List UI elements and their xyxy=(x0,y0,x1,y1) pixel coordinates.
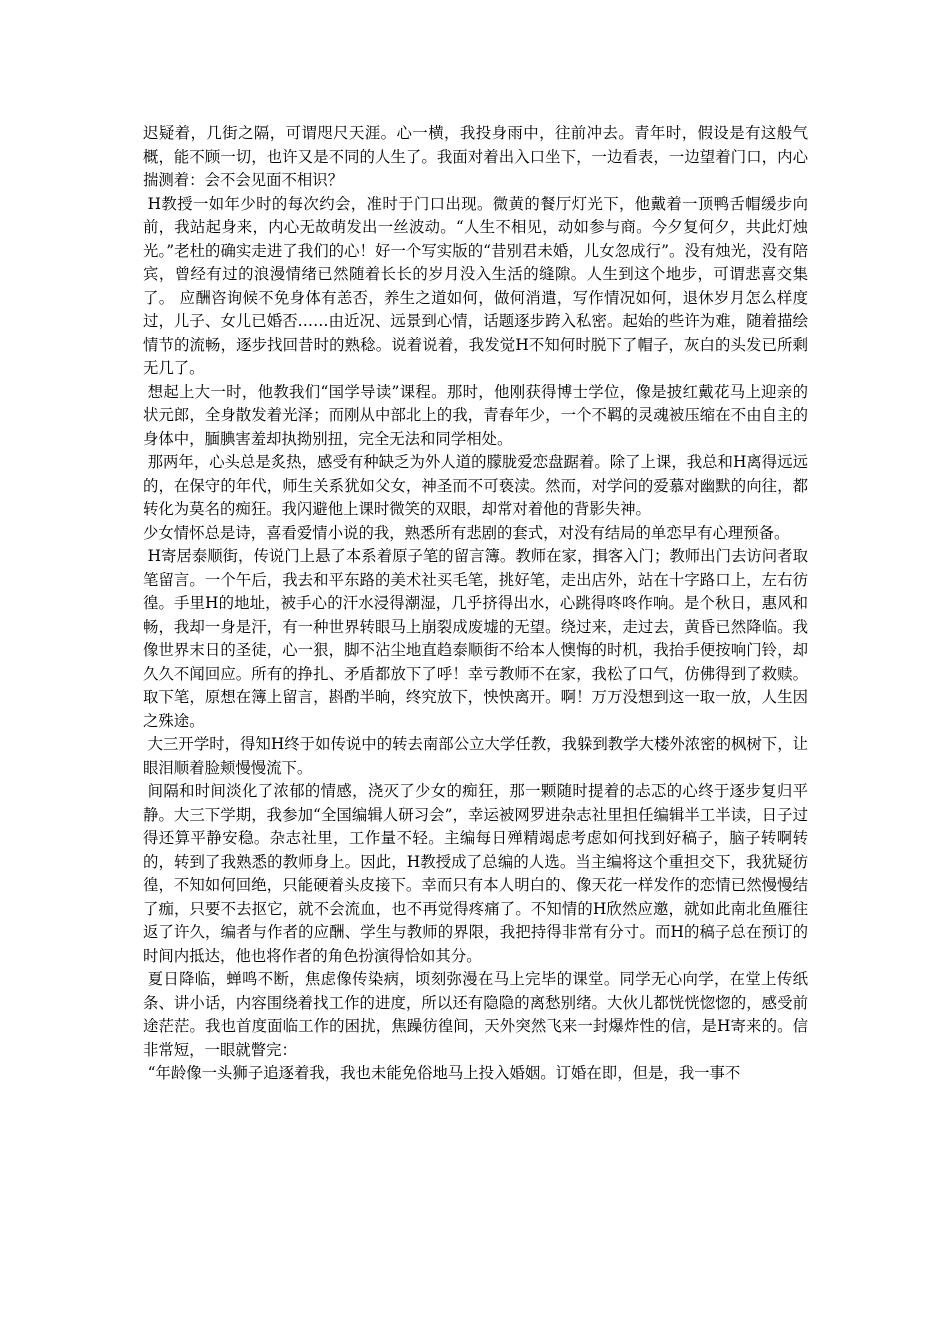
paragraph-9: 夏日降临，蝉鸣不断，焦虑像传染病，顷刻弥漫在马上完毕的课堂。同学无心向学，在堂上传纸条、讲小话，内容围绕着找工作的进度，所以还有隐隐的离愁别绪。大伙儿都恍恍惚惚的，感受前途茫茫。我也首度面临工作的困扰，焦躁彷徨间，天外突然飞来一封爆炸性的信，是H寄来的。信非常短，一眼就瞥完： xyxy=(143,970,808,1059)
paragraph-3: 想起上大一时，他教我们“国学导读”课程。那时，他刚获得博士学位，像是披红戴花马上迎亲的状元郎，全身散发着光泽；而刚从中部北上的我，青春年少，一个不羁的灵魂被压缩在不由自主的身体中，腼腆害羞却执拗别扭，完全无法和同学相处。 xyxy=(143,382,808,448)
paragraph-2: H教授一如年少时的每次约会，准时于门口出现。微黄的餐厅灯光下，他戴着一顶鸭舌帽缓步向前，我站起身来，内心无故萌发出一丝波动。“人生不相见，动如参与商。今夕复何夕，共此灯烛光。”老杜的确实走进了我们的心！好一个写实版的“昔别君未婚，儿女忽成行”。没有烛光，没有陪宾，曾经有过的浪漫情绪已然随着长长的岁月没入生活的缝隙。人生到这个地步，可谓悲喜交集了。 应酬咨询候不免身体有恙否，养生之道如何，做何消遣，写作情况如何，退休岁月怎么样度过，儿子、女儿已婚否……由近况、远景到心情，话题逐步跨入私密。起始的些许为难，随着描绘情节的流畅，逐步找回昔时的熟稔。说着说着，我发觉H不知何时脱下了帽子，灰白的头发已所剩无几了。 xyxy=(143,194,808,377)
paragraph-10: “年龄像一头狮子追逐着我，我也未能免俗地马上投入婚姻。订婚在即，但是，我一事不 xyxy=(147,1064,741,1082)
paragraph-6: H寄居泰顺街，传说门上悬了本系着原子笔的留言簿。教师在家，揖客入门；教师出门去访问者取笔留言。一个午后，我去和平东路的美术社买毛笔，挑好笔，走出店外，站在十字路口上，左右彷徨。手里H的地址，被手心的汗水浸得潮湿，几乎挤得出水，心跳得咚咚作响。是个秋日，惠风和畅，我却一身是汗，有一种世界转眼马上崩裂成废墟的无望。绕过来，走过去，黄昏已然降临。我像世界末日的圣徒，心一狠，脚不沾尘地直趋泰顺街不给本人懊悔的时机，我抬手便按响门铃，却久久不闻回应。所有的挣扎、矛盾都放下了呼！幸亏教师不在家，我松了口气，仿佛得到了救赎。取下笔，原想在簿上留言，斟酌半晌，终究放下，怏怏离开。啊！万万没想到这一取一放，人生因之殊途。 xyxy=(143,547,808,730)
document-page xyxy=(143,122,808,1086)
paragraph-8: 间隔和时间淡化了浓郁的情感，浇灭了少女的痴狂，那一颗随时提着的忐忑的心终于逐步复归平静。大三下学期，我参加“全国编辑人研习会”，幸运被网罗进杂志社里担任编辑半工半读，日子过得还算平静安稳。杂志社里，工作量不轻。主编每日殚精竭虑考虑如何找到好稿子，脑子转啊转的，转到了我熟悉的教师身上。因此，H教授成了总编的人选。当主编将这个重担交下，我犹疑彷徨，不知如何回绝，只能硬着头皮接下。幸而只有本人明白的、像天花一样发作的恋情已然慢慢结了痂，只要不去抠它，就不会流血，也不再觉得疼痛了。不知情的H欣然应邀，就如此南北鱼雁往返了许久，编者与作者的应酬、学生与教师的界限，我把持得非常有分寸。而H的稿子总在预订的时间内抵达，他也将作者的角色扮演得恰如其分。 xyxy=(143,782,808,965)
paragraph-1: 迟疑着，几街之隔，可谓咫尺天涯。心一横，我投身雨中，往前冲去。青年时，假设是有这般气概，能不顾一切，也许又是不同的人生了。我面对着出入口坐下，一边看表，一边望着门口，内心揣测着：会不会见面不相识？ xyxy=(143,124,808,189)
paragraph-7: 大三开学时，得知H终于如传说中的转去南部公立大学任教，我躲到教学大楼外浓密的枫树下，让眼泪顺着脸颊慢慢流下。 xyxy=(143,735,808,777)
paragraph-4: 那两年，心头总是炙热，感受有种缺乏为外人道的朦胧爱恋盘踞着。除了上课，我总和H离得远远的，在保守的年代，师生关系犹如父女，神圣而不可亵渎。然而，对学问的爱慕对幽默的向往，都转化为莫名的痴狂。我闪避他上课时微笑的双眼，却常对着他的背影失神。 xyxy=(143,453,808,518)
paragraph-5: 少女情怀总是诗，喜看爱情小说的我，熟悉所有悲剧的套式，对没有结局的单恋早有心理预备。 xyxy=(143,523,790,542)
